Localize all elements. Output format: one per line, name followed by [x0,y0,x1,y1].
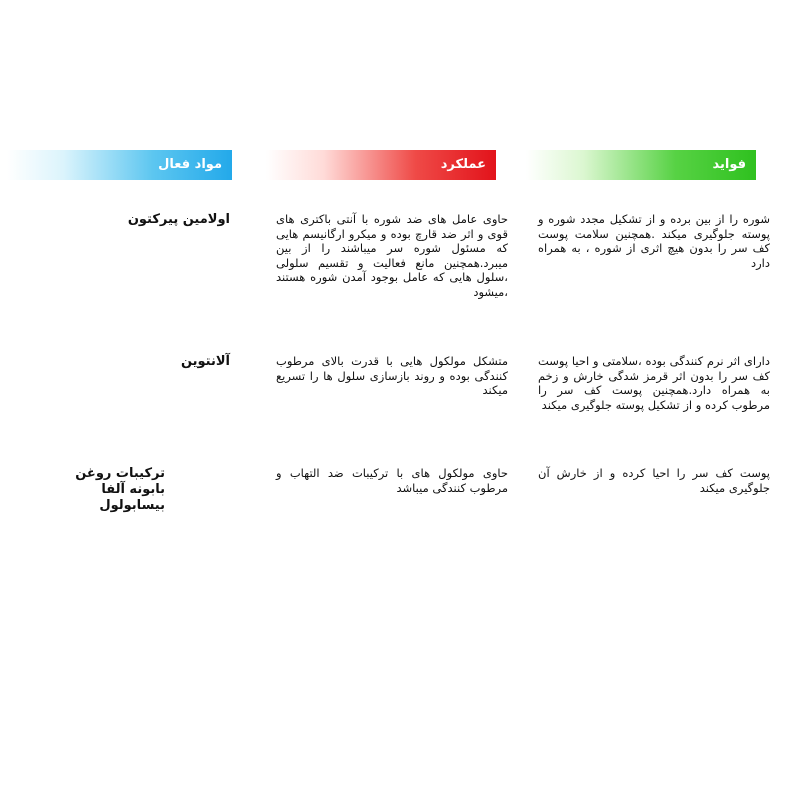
benefit-text: شوره را از بین برده و از تشکیل مجدد شوره و پوسته جلوگیری میکند .همچنین سلامت پوست کف سر را بدون هیچ اثری از شوره ، به همراه دارد [538,212,770,270]
benefit-text: دارای اثر نرم کنندگی بوده ،سلامتی و احیا پوست کف سر را بدون اثر قرمز شدگی خارش و زخم به همراه دارد.همچنین پوست کف سر را مرطوب کرده و از تشکیل پوسته جلوگیری میکند [538,354,770,412]
header-ingredients-label: مواد فعال [158,157,222,172]
header-benefits-label: فواید [712,157,746,172]
header-action-label: عملکرد [440,157,486,172]
header-ingredients [7,150,232,180]
action-text: حاوی عامل های ضد شوره با آنتی باکتری های قوی و اثر ضد قارچ بوده و میکرو ارگانیسم هایی که مسئول شوره سر میباشند را از بین میبرد.همچنین مانع فعالیت و تقسیم سلولی ،سلول هایی که عامل بوجود آمدن شوره هستند ،میشود [276,212,508,299]
header-benefits [526,150,756,180]
ingredient-name: آلانتوین [180,354,230,369]
action-text: حاوی مولکول های با ترکیبات ضد التهاب و مرطوب کنندگی میباشد [276,466,508,495]
benefit-text: پوست کف سر را احیا کرده و از خارش آن جلوگیری میکند [538,466,770,495]
ingredient-name: اولامین پیرکتون [127,212,230,227]
ingredient-name: ترکیبات روغن بابونه آلفا بیسابولول [75,466,165,513]
action-text: متشکل مولکول هایی با قدرت بالای مرطوب کنندگی بوده و روند بازسازی سلول ها را تسریع میکند [276,354,508,397]
header-action [266,150,496,180]
